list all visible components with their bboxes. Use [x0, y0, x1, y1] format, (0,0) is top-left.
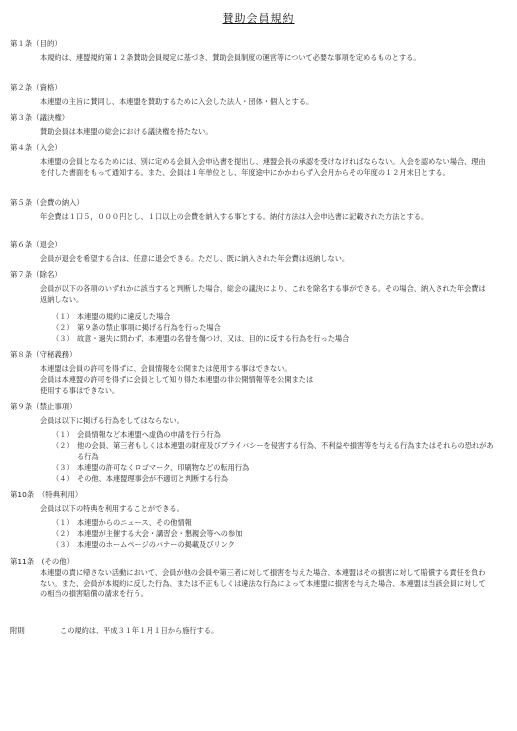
item-number: （４）	[52, 474, 74, 483]
article-6-body: 会員が退会を希望する合は、任意に退会できる。ただし、既に納入された年会費は返納しない。	[40, 254, 350, 263]
article-2-heading: 第２条（資格）	[10, 83, 62, 92]
item-text: 第９条の禁止事項に掲げる行為を行った場合	[77, 323, 221, 332]
article-11-heading: 第11条 (その他）	[10, 557, 75, 566]
supplement-text: この規約は、平成３１年１月１日から施行する。	[60, 626, 219, 635]
item-number: （２）	[52, 441, 74, 450]
item-text: 会員情報など本連盟へ虚偽の申請を行う行為	[77, 430, 221, 439]
article-7-item-1	[52, 312, 497, 323]
item-number: （１）	[52, 518, 74, 527]
item-text: 本連盟のホームページのバナーの掲載及びリンク	[77, 540, 235, 549]
item-number: （１）	[52, 312, 74, 321]
article-7-body: 会員が以下の各項のいずれかに該当すると判断した場合、総会の議決により、これを除名する事ができる。その場合、納入された年会費は返納しない。	[40, 284, 486, 304]
item-number: （２）	[52, 529, 74, 538]
article-8-body-line-2: 会員は本連盟の許可を得ずに会員として知り得た本連盟の非公開情報等を公開または	[40, 375, 314, 384]
supplement-label: 附則	[10, 626, 25, 635]
item-text: 故意・過失に問わず、本連盟の名誉を傷つけ、又は、目的に反する行為を行った場合	[77, 334, 350, 343]
item-text: その他、本連盟理事会が不適切と判断する行為	[77, 474, 228, 483]
article-2-body: 本連盟の主旨に賛同し、本連盟を賛助するために入会した法人・団体・個人とする。	[40, 97, 314, 106]
item-number: （３）	[52, 334, 74, 343]
article-5-body: 年会費は１口５，０００円とし、１口以上の会費を納入する事とする。納付方法は入会申込書に記載された方法とする。	[40, 212, 429, 221]
article-1-heading: 第１条（目的）	[10, 39, 62, 48]
article-5-heading: 第５条（会費の納入）	[10, 198, 84, 207]
item-text: 本連盟からのニュース、その他情報	[77, 518, 192, 527]
item-number: （２）	[52, 323, 74, 332]
article-9-item-4	[52, 474, 497, 485]
article-7-item-2	[52, 323, 497, 334]
article-10-heading: 第10条 （特典利用）	[10, 490, 83, 499]
article-7-heading: 第７条（除名）	[10, 270, 62, 279]
article-8-heading: 第８条（守秘義務）	[10, 350, 77, 359]
article-11-body: 本連盟の責に帰さない活動において、会員が他の会員や第三者に対して損害を与えた場合、本連盟はその損害に対して賠償する責任を負わない。また、会員が本規約に反した行為、または不正もしくは違法な行為によって本連盟に損害を与えた場合、本連盟は当該会員に対しての相当の損害賠償の請求を行う。	[40, 568, 486, 599]
article-9-item-3	[52, 463, 497, 474]
article-4-body: 本連盟の会員となるためには、別に定める会員入会申込書を提出し、連盟会長の承認を受けなければならない。入会を認めない場合、理由を付した書面をもって通知する。また、会員は１年単位とし、年度途中にかかわらず入会月からその年度の１２月末日とする。	[40, 157, 486, 177]
article-10-body: 会員は以下の特典を利用することができる。	[40, 504, 184, 513]
article-10-item-3	[52, 540, 497, 551]
item-text: 本連盟の許可なくロゴマーク、印刷物などの転用行為	[77, 463, 250, 472]
article-7-item-3	[52, 334, 497, 345]
article-6-heading: 第６条（退会）	[10, 240, 62, 249]
article-3-heading: 第３条（議決権）	[10, 113, 70, 122]
item-text: 本連盟の規約に違反した場合	[77, 312, 171, 321]
article-8-body-line-3: 使用する事はできない。	[40, 386, 120, 395]
item-number: （１）	[52, 430, 74, 439]
page-title: 賛助会員規約	[222, 12, 295, 25]
item-text: 本連盟が主催する大会・講習会・懇親会等への参加	[77, 529, 243, 538]
article-9-body: 会員は以下に掲げる行為をしてはならない。	[40, 416, 184, 425]
article-3-body: 賛助会員は本連盟の総会における議決権を持たない。	[40, 127, 213, 136]
item-text: 他の会員、第三者もしくは本連盟の財産及びプライバシーを侵害する行為、不利益や損害等を与える行為またはそれらの恐れがある行為	[77, 441, 494, 461]
article-1-body: 本規約は、連盟規約第１２条賛助会員規定に基づき、賛助会員制度の運営等について必要な事項を定めるものとする。	[40, 53, 421, 62]
article-8-body-line-1: 本連盟は会員の許可を得ずに、会員情報を公開または使用する事はできない。	[40, 364, 292, 373]
article-9-heading: 第９条（禁止事項）	[10, 402, 77, 411]
item-number: （３）	[52, 540, 74, 549]
article-10-item-2	[52, 529, 497, 540]
item-number: （３）	[52, 463, 74, 472]
article-10-item-1	[52, 518, 497, 529]
article-4-heading: 第４条（入会）	[10, 143, 62, 152]
article-9-item-1	[52, 430, 497, 441]
article-9-item-2	[52, 441, 497, 462]
